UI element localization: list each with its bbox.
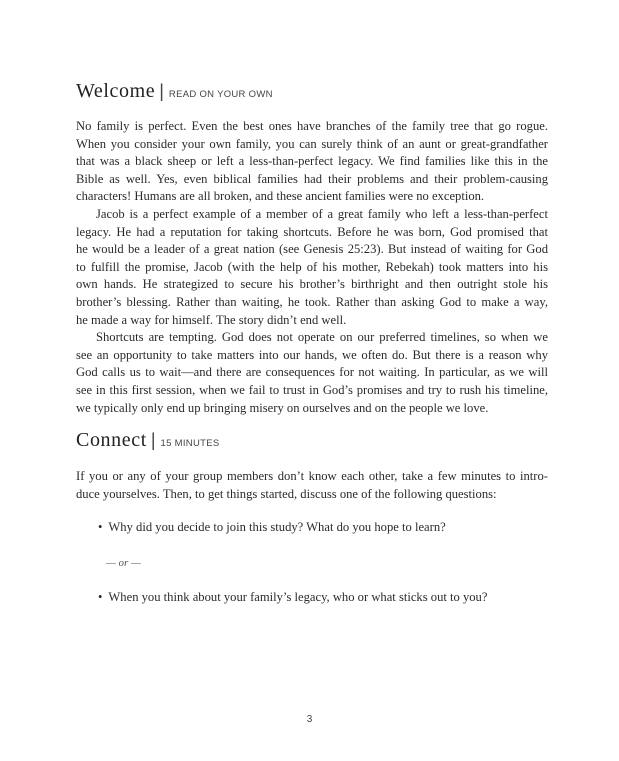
- text-line: If you or any of your group members don’t know each other, take a few minutes to intro-: [76, 469, 548, 483]
- welcome-title: Welcome: [76, 80, 156, 102]
- text-line: he made a way for himself. The story didn’t end well.: [76, 312, 347, 327]
- text-line: Jacob is a perfect example of a member of a great family who left a less-than-perfect: [96, 206, 548, 221]
- page-number: 3: [306, 714, 313, 725]
- text-line: When you consider your own family, you can surely think of an aunt or great-grandfather: [76, 136, 548, 151]
- text-line: own hands. He strategized to secure his brother’s birthright and then outright stole his: [76, 277, 548, 292]
- text-line: see an opportunity to take matters into our hands, we often do. But there is a reason why: [76, 347, 548, 362]
- text-line: to fulfill the promise, Jacob (with the help of his mother, Rebekah) took matters into his: [76, 259, 548, 274]
- text-line: he would be a leader of a great nation (see Genesis 25:23). But instead of waiting for God: [76, 242, 548, 257]
- question-1: • Why did you decide to join this study? What do you hope to learn?: [98, 520, 446, 534]
- connect-title: Connect: [76, 429, 147, 451]
- text-line: God calls us to wait—and there are consequences for not waiting. In particular, as we will: [76, 365, 548, 380]
- heading-divider: |: [159, 81, 164, 101]
- heading-divider: |: [150, 430, 156, 450]
- text-line: Shortcuts are tempting. God does not operate on our preferred timelines, so when we: [96, 330, 548, 345]
- question-text: Why did you decide to join this study? What do you hope to learn?: [108, 520, 446, 534]
- welcome-heading: [76, 80, 273, 103]
- text-line: legacy. He had a reputation for taking shortcuts. Before he was born, God promised that: [76, 224, 548, 239]
- welcome-subtitle: READ ON YOUR OWN: [168, 89, 273, 100]
- text-line: Bible as well. Yes, even biblical families had their problems and their problem-causing: [76, 171, 548, 186]
- text-line: No family is perfect. Even the best ones have branches of the family tree that go rogue.: [76, 119, 548, 133]
- question-2: • When you think about your family’s legacy, who or what sticks out to you?: [98, 590, 488, 604]
- or-separator: — or —: [106, 557, 141, 569]
- text-line: see in this first session, when we fail to trust in God’s promises and try to rush his timeline,: [76, 382, 548, 397]
- connect-subtitle: 15 MINUTES: [160, 438, 220, 449]
- connect-body: [76, 468, 548, 503]
- text-line: duce yourselves. Then, to get things started, discuss one of the following questions:: [76, 486, 497, 501]
- text-line: that was a black sheep or left a less-than-perfect legacy. We find families like this in the: [76, 154, 548, 169]
- question-text: When you think about your family’s legacy, who or what sticks out to you?: [108, 590, 488, 604]
- welcome-body: [76, 118, 548, 417]
- text-line: brother’s blessing. Rather than waiting, he took. Rather than asking God to make a way,: [76, 294, 548, 309]
- text-line: characters! Humans are all broken, and these ancient families were no exception.: [76, 189, 485, 204]
- text-line: we typically only end up bringing misery on ourselves and on the people we love.: [76, 400, 489, 415]
- connect-heading: [76, 429, 220, 452]
